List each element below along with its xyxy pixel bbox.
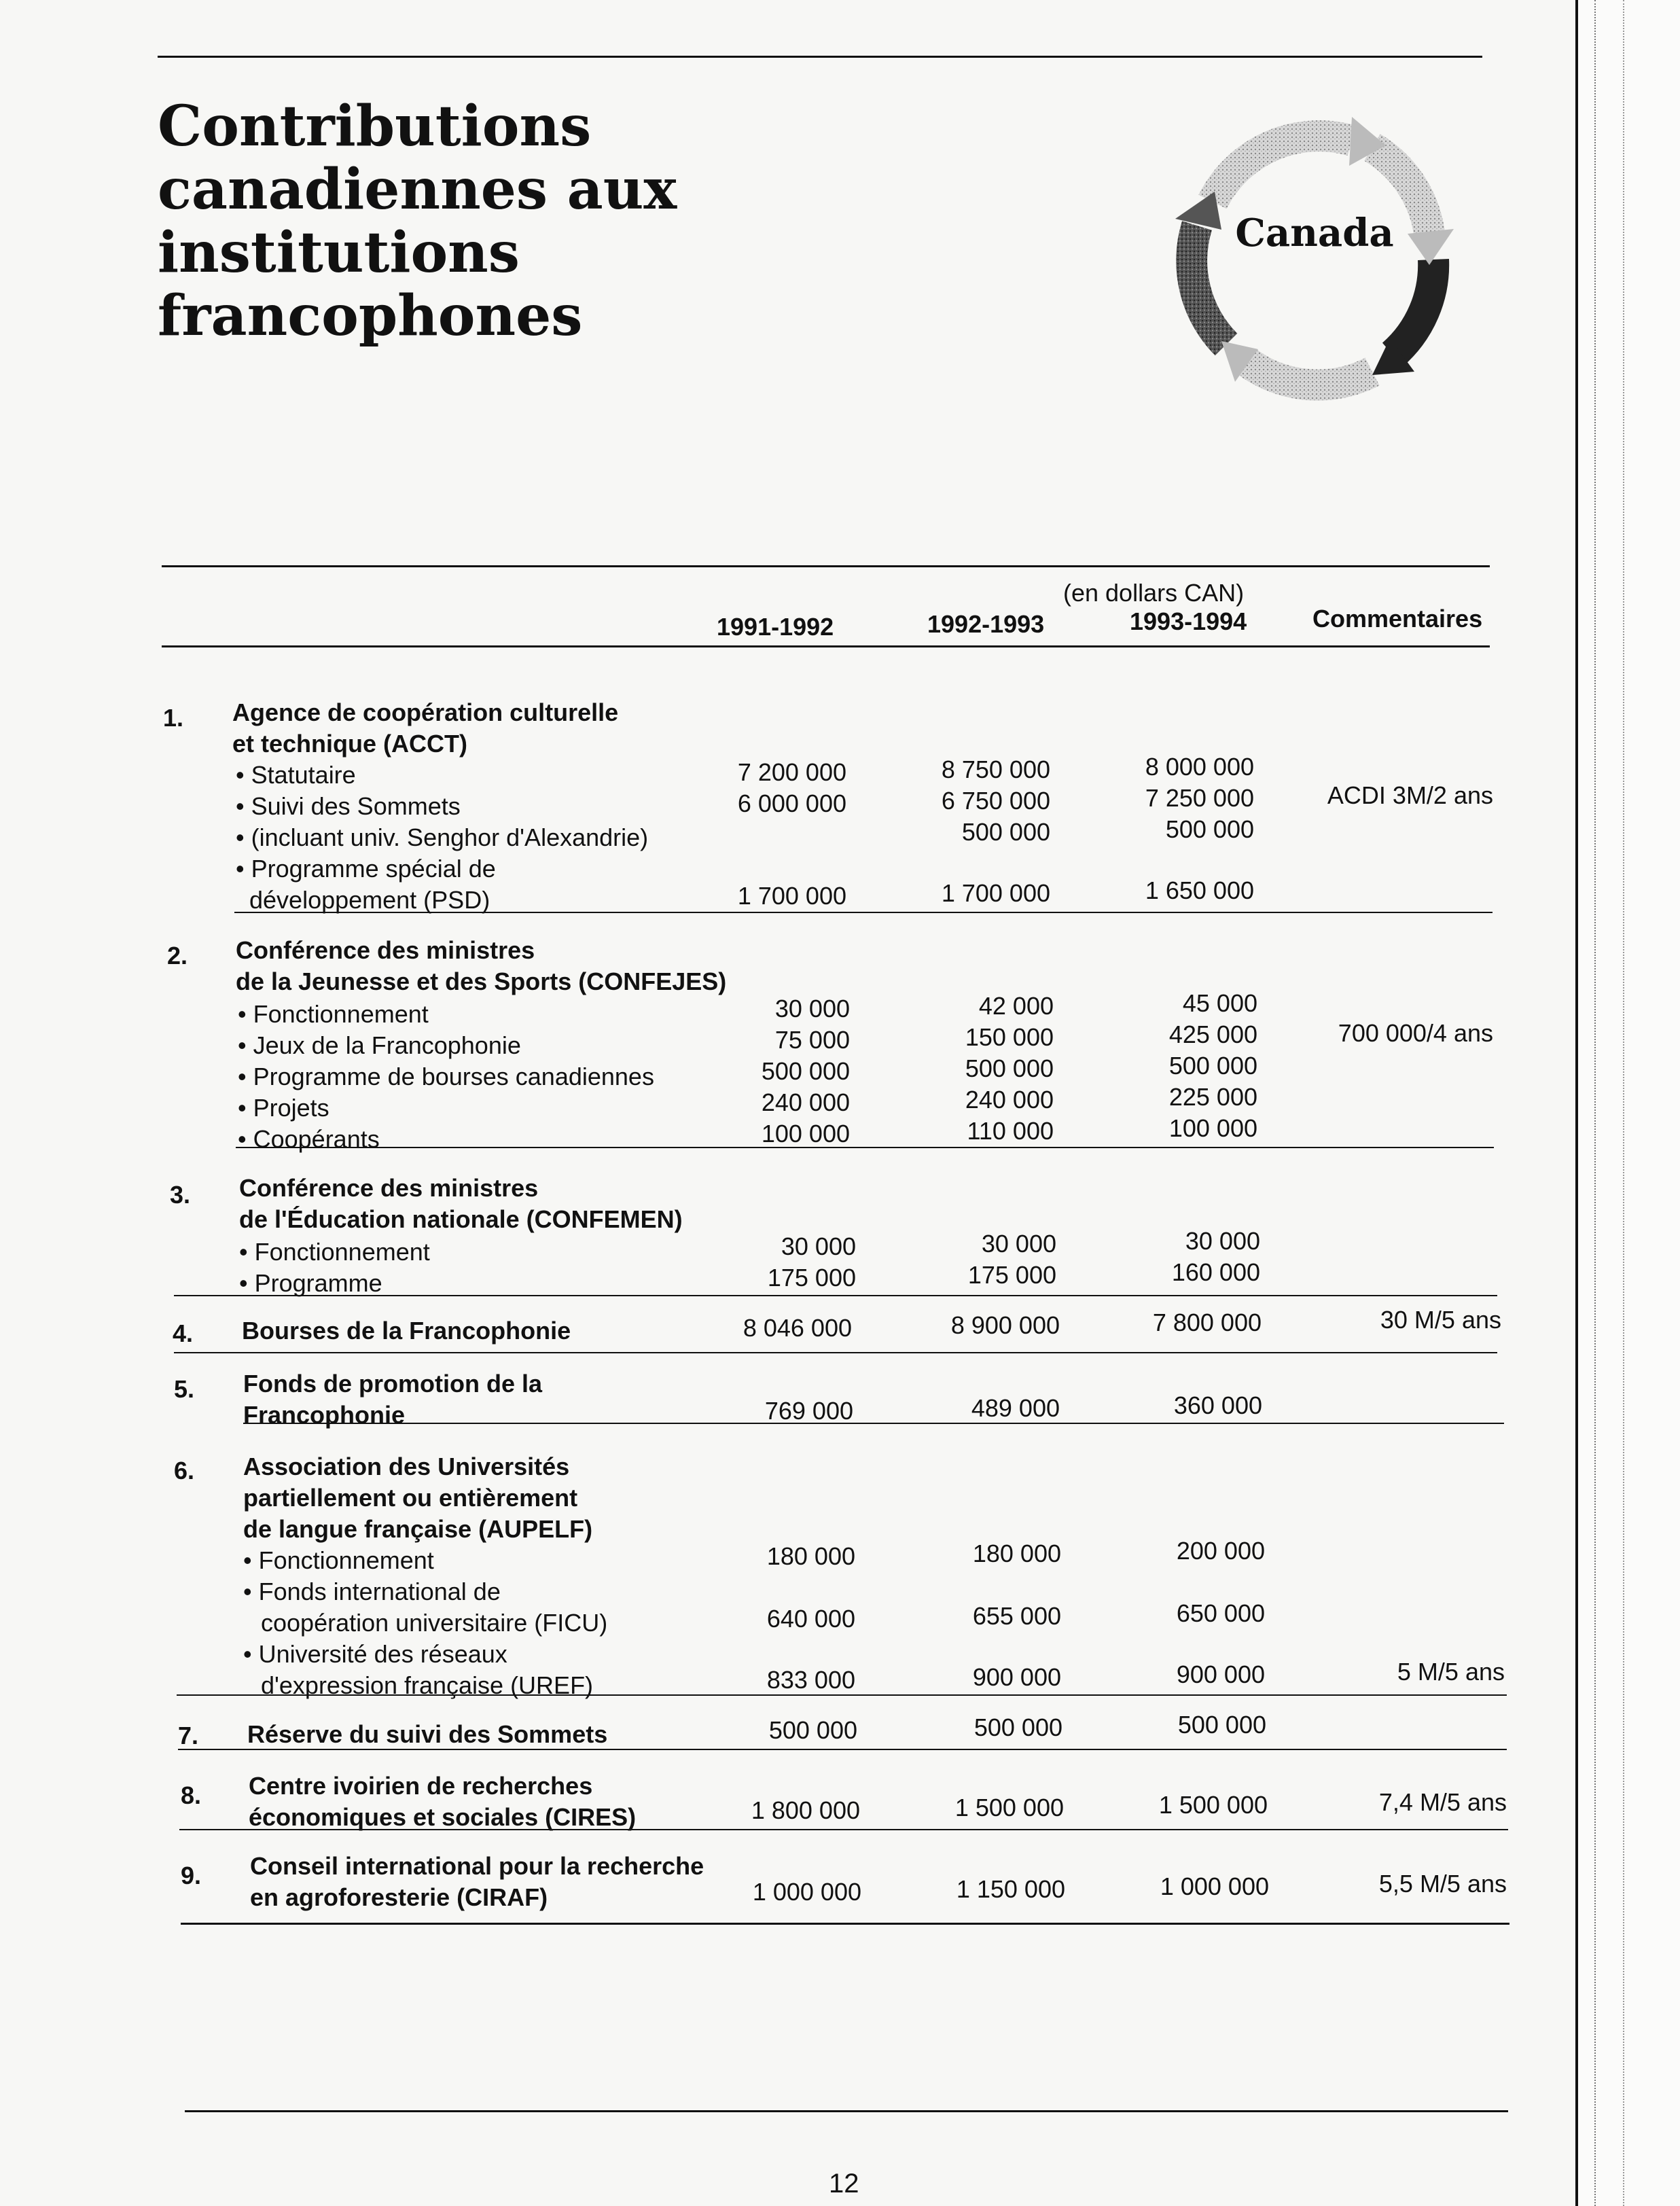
group-divider bbox=[177, 1694, 1507, 1696]
group-number: 6. bbox=[174, 1457, 195, 1484]
group-name: Bourses de la Francophonie bbox=[242, 1317, 571, 1345]
group-name: Fonds de promotion de la bbox=[243, 1370, 542, 1398]
cell-1993: 225 000 bbox=[1168, 1083, 1257, 1111]
cell-1992: 8 750 000 bbox=[941, 755, 1050, 783]
group-name: économiques et sociales (CIRES) bbox=[249, 1803, 637, 1831]
row-label: • Fonctionnement bbox=[239, 1238, 430, 1266]
group-name: et technique (ACCT) bbox=[232, 730, 467, 758]
cell-1992: 1 700 000 bbox=[941, 879, 1050, 907]
cell-1993: 500 000 bbox=[1168, 1052, 1257, 1080]
cell-1993: 1 000 000 bbox=[1160, 1872, 1269, 1900]
column-header-commentaires: Commentaires bbox=[1312, 605, 1483, 633]
cell-1991: 500 000 bbox=[768, 1716, 857, 1744]
cell-1991: 1 000 000 bbox=[752, 1878, 861, 1906]
group-divider bbox=[178, 1749, 1507, 1750]
cell-1993: 1 500 000 bbox=[1158, 1791, 1268, 1819]
row-label: • Statutaire bbox=[236, 761, 356, 789]
group-name: Centre ivoirien de recherches bbox=[249, 1772, 593, 1800]
group-name: partiellement ou entièrement bbox=[243, 1484, 578, 1512]
cell-1992: 489 000 bbox=[971, 1394, 1060, 1422]
cell-1991: 1 800 000 bbox=[751, 1796, 860, 1824]
column-header-1992: 1992-1993 bbox=[927, 610, 1045, 638]
cell-1992: 6 750 000 bbox=[941, 787, 1050, 815]
cell-1992: 175 000 bbox=[967, 1261, 1056, 1289]
table-top-rule bbox=[162, 565, 1490, 567]
cell-1993: 160 000 bbox=[1171, 1258, 1260, 1286]
cell-1992: 180 000 bbox=[972, 1540, 1061, 1567]
cell-1991: 7 200 000 bbox=[737, 758, 846, 786]
title-line-3: institutions bbox=[158, 220, 520, 285]
top-rule bbox=[158, 56, 1482, 58]
row-label: • Fonds international de bbox=[243, 1578, 501, 1605]
row-label: • Fonctionnement bbox=[238, 1000, 429, 1028]
page-number: 12 bbox=[829, 2169, 859, 2199]
cell-1991: 6 000 000 bbox=[737, 789, 846, 817]
logo-label: Canada bbox=[1235, 211, 1394, 255]
cell-comment: ACDI 3M/2 ans bbox=[1327, 781, 1493, 809]
group-number: 3. bbox=[170, 1181, 191, 1209]
group-number: 7. bbox=[178, 1722, 199, 1749]
cell-1993: 1 650 000 bbox=[1145, 876, 1254, 904]
row-label: • Fonctionnement bbox=[243, 1546, 434, 1574]
cell-1992: 30 000 bbox=[981, 1230, 1056, 1258]
cell-1992: 1 500 000 bbox=[954, 1794, 1064, 1821]
cell-1991: 100 000 bbox=[761, 1120, 850, 1148]
cell-1993: 200 000 bbox=[1176, 1537, 1265, 1565]
cell-1991: 769 000 bbox=[764, 1397, 853, 1425]
cell-1993: 500 000 bbox=[1177, 1711, 1266, 1739]
row-label: • Suivi des Sommets bbox=[236, 792, 461, 820]
row-label: • Projets bbox=[238, 1094, 329, 1122]
cell-1993: 360 000 bbox=[1173, 1391, 1262, 1419]
group-divider bbox=[243, 1423, 1504, 1424]
cycle-arrows-icon bbox=[1148, 83, 1481, 416]
cell-1992: 500 000 bbox=[961, 818, 1050, 846]
group-name: Conférence des ministres bbox=[236, 936, 535, 964]
cell-1992: 240 000 bbox=[965, 1086, 1054, 1114]
group-divider bbox=[234, 912, 1493, 913]
group-number: 4. bbox=[173, 1319, 194, 1347]
group-name: Réserve du suivi des Sommets bbox=[247, 1720, 608, 1748]
group-divider bbox=[179, 1829, 1508, 1830]
cell-1991: 500 000 bbox=[761, 1057, 850, 1085]
group-number: 9. bbox=[181, 1862, 202, 1889]
row-label: coopération universitaire (FICU) bbox=[261, 1609, 608, 1637]
cell-1992: 150 000 bbox=[965, 1023, 1054, 1051]
cell-1991: 8 046 000 bbox=[743, 1314, 852, 1342]
group-number: 2. bbox=[167, 942, 188, 969]
row-label: • Programme de bourses canadiennes bbox=[238, 1063, 654, 1090]
cell-1993: 650 000 bbox=[1176, 1599, 1265, 1627]
cell-comment: 7,4 M/5 ans bbox=[1378, 1788, 1507, 1816]
cell-1993: 500 000 bbox=[1165, 815, 1254, 843]
cell-1992: 42 000 bbox=[978, 992, 1054, 1020]
row-label: développement (PSD) bbox=[249, 886, 490, 914]
cell-1992: 900 000 bbox=[972, 1663, 1061, 1691]
group-name: de langue française (AUPELF) bbox=[243, 1515, 593, 1543]
cell-1992: 655 000 bbox=[972, 1602, 1061, 1630]
cell-1993: 8 000 000 bbox=[1145, 753, 1254, 781]
cell-1991: 30 000 bbox=[774, 995, 850, 1022]
cell-1993: 7 250 000 bbox=[1145, 784, 1254, 812]
page-title bbox=[158, 95, 677, 348]
cell-1993: 7 800 000 bbox=[1152, 1309, 1262, 1336]
group-name: Association des Universités bbox=[243, 1453, 570, 1480]
table-header-rule bbox=[162, 645, 1490, 647]
row-label: • Université des réseaux bbox=[243, 1640, 507, 1668]
cell-1992: 1 150 000 bbox=[956, 1875, 1065, 1903]
cell-1991: 1 700 000 bbox=[737, 882, 846, 910]
scan-edge bbox=[1575, 0, 1680, 2206]
cell-1993: 425 000 bbox=[1168, 1020, 1257, 1048]
cell-1992: 500 000 bbox=[965, 1054, 1054, 1082]
group-name: Francophonie bbox=[243, 1401, 406, 1429]
cell-1991: 75 000 bbox=[774, 1026, 850, 1054]
group-name: Agence de coopération culturelle bbox=[232, 698, 619, 726]
table-bottom-rule bbox=[181, 1923, 1509, 1925]
group-name: en agroforesterie (CIRAF) bbox=[250, 1883, 548, 1911]
row-label: • Jeux de la Francophonie bbox=[238, 1031, 521, 1059]
cell-1991: 833 000 bbox=[766, 1666, 855, 1694]
cell-1991: 240 000 bbox=[761, 1088, 850, 1116]
cell-1992: 8 900 000 bbox=[950, 1311, 1060, 1339]
group-name: de la Jeunesse et des Sports (CONFEJES) bbox=[236, 967, 727, 995]
group-number: 5. bbox=[174, 1375, 195, 1403]
group-divider bbox=[174, 1352, 1497, 1353]
cell-comment: 30 M/5 ans bbox=[1380, 1306, 1501, 1334]
column-header-1993: 1993-1994 bbox=[1130, 607, 1247, 635]
cell-1993: 100 000 bbox=[1168, 1114, 1257, 1142]
row-label: d'expression française (UREF) bbox=[261, 1671, 594, 1699]
row-label: • (incluant univ. Senghor d'Alexandrie) bbox=[236, 823, 649, 851]
row-label: • Coopérants bbox=[238, 1125, 380, 1153]
group-number: 8. bbox=[181, 1781, 202, 1809]
cell-1991: 175 000 bbox=[767, 1264, 856, 1292]
title-line-2: canadiennes aux bbox=[158, 157, 677, 222]
cell-1992: 500 000 bbox=[973, 1713, 1062, 1741]
cell-comment: 700 000/4 ans bbox=[1338, 1019, 1493, 1047]
row-label: • Programme spécial de bbox=[236, 855, 496, 883]
group-divider bbox=[236, 1147, 1494, 1148]
row-label: • Programme bbox=[239, 1269, 382, 1297]
cell-1991: 640 000 bbox=[766, 1605, 855, 1633]
cell-1993: 45 000 bbox=[1182, 989, 1257, 1017]
group-name: Conseil international pour la recherche bbox=[250, 1852, 704, 1880]
group-divider bbox=[174, 1295, 1497, 1296]
cell-1993: 900 000 bbox=[1176, 1660, 1265, 1688]
unit-note: (en dollars CAN) bbox=[1063, 579, 1245, 607]
cell-1993: 30 000 bbox=[1185, 1227, 1260, 1255]
group-name: de l'Éducation nationale (CONFEMEN) bbox=[239, 1205, 683, 1233]
cell-comment: 5 M/5 ans bbox=[1397, 1658, 1505, 1686]
title-line-4: francophones bbox=[158, 283, 583, 349]
cell-1991: 30 000 bbox=[781, 1232, 856, 1260]
group-number: 1. bbox=[163, 704, 184, 732]
group-name: Conférence des ministres bbox=[239, 1174, 539, 1202]
column-header-1991: 1991-1992 bbox=[717, 613, 834, 641]
title-line-1: Contributions bbox=[158, 94, 592, 159]
cell-1992: 110 000 bbox=[967, 1117, 1054, 1145]
cell-comment: 5,5 M/5 ans bbox=[1378, 1870, 1507, 1898]
cell-1991: 180 000 bbox=[766, 1542, 855, 1570]
footer-rule bbox=[185, 2110, 1508, 2112]
